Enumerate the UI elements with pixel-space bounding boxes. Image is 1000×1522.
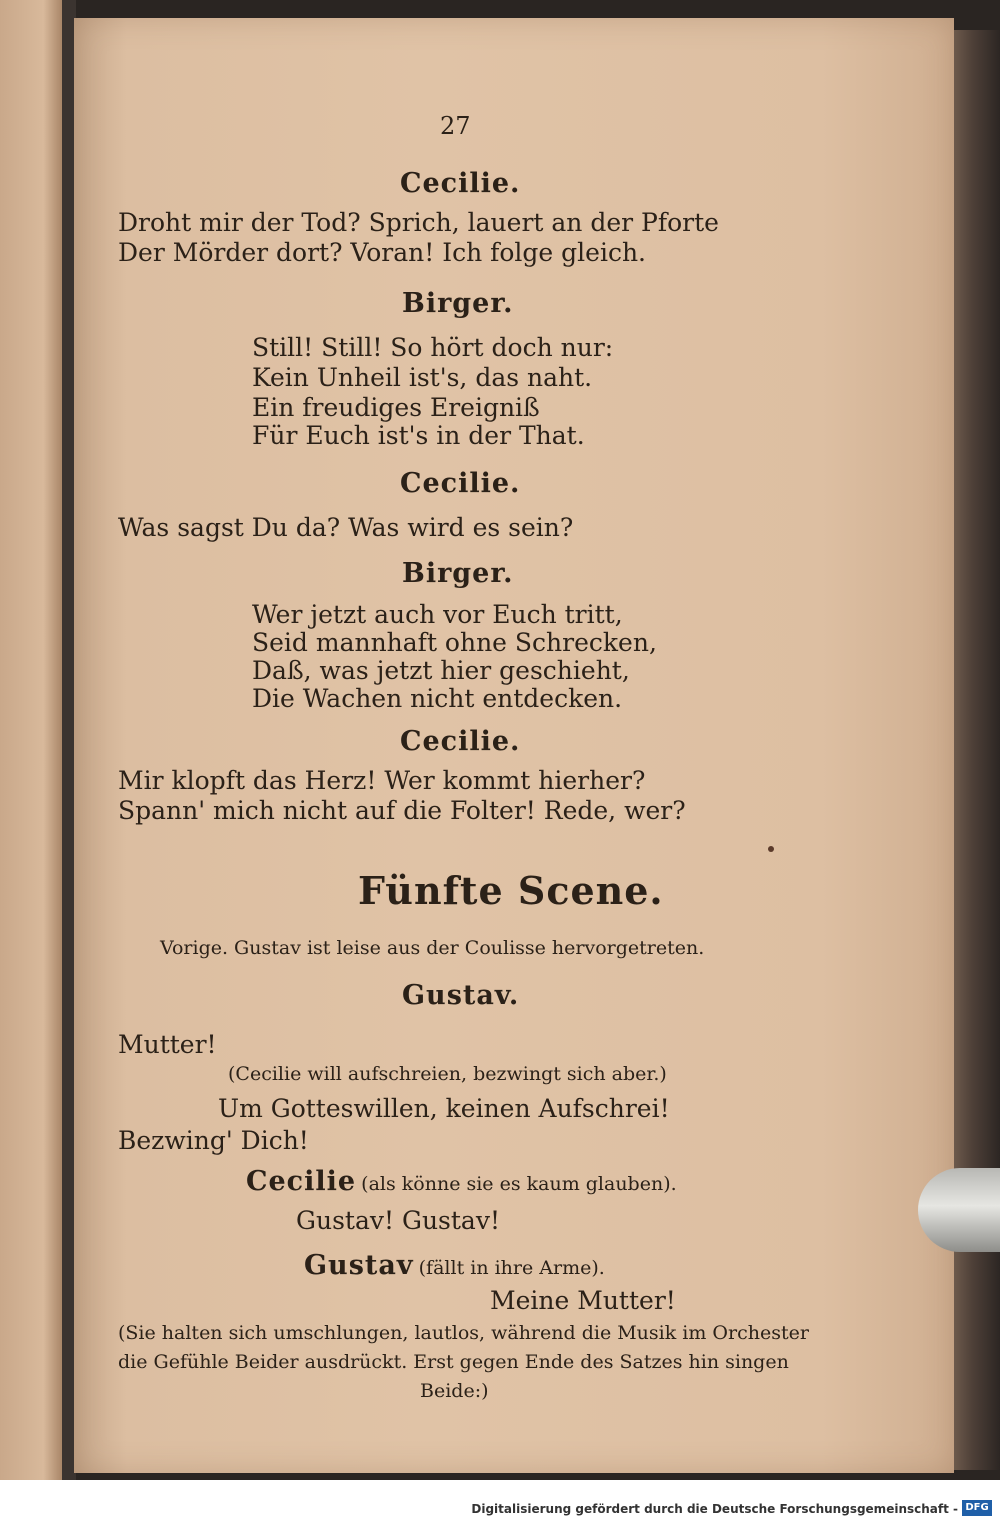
stage-direction: (Cecilie will aufschreien, bezwingt sich aber.) <box>228 1063 667 1085</box>
speaker-line-cecilie <box>246 1166 677 1197</box>
stage-direction: Vorige. Gustav ist leise aus der Coulisse hervorgetreten. <box>160 937 705 959</box>
speaker-cecilie: Cecilie. <box>400 168 521 199</box>
page-clip <box>918 1168 1000 1252</box>
verse-line: Spann' mich nicht auf die Folter! Rede, wer? <box>118 796 686 825</box>
footer-credit: Digitalisierung gefördert durch die Deutsche Forschungsgemeinschaft - <box>471 1502 958 1516</box>
verse-line: Still! Still! So hört doch nur: <box>252 333 614 362</box>
verse-line: Wer jetzt auch vor Euch tritt, <box>252 600 623 629</box>
stage-direction: die Gefühle Beider ausdrückt. Erst gegen Ende des Satzes hin singen <box>118 1351 789 1373</box>
speaker-cecilie: Cecilie. <box>400 726 521 757</box>
verse-line: Kein Unheil ist's, das naht. <box>252 363 593 392</box>
verse-line: Gustav! Gustav! <box>296 1206 500 1235</box>
stage-direction: (fällt in ihre Arme). <box>418 1257 605 1279</box>
verse-line: Um Gotteswillen, keinen Aufschrei! <box>218 1094 670 1123</box>
speaker-cecilie: Cecilie. <box>400 468 521 499</box>
verse-line: Was sagst Du da? Was wird es sein? <box>118 513 574 542</box>
speaker-cecilie: Cecilie <box>246 1166 357 1197</box>
speaker-birger: Birger. <box>402 558 514 589</box>
stage-direction: (als könne sie es kaum glauben). <box>361 1173 677 1195</box>
verse-line: Droht mir der Tod? Sprich, lauert an der Pforte <box>118 208 719 237</box>
ink-speck <box>768 846 774 852</box>
verse-line: Mir klopft das Herz! Wer kommt hierher? <box>118 766 646 795</box>
verse-line: Für Euch ist's in der That. <box>252 421 585 450</box>
verse-line: Daß, was jetzt hier geschieht, <box>252 656 630 685</box>
verse-line: Die Wachen nicht entdecken. <box>252 684 623 713</box>
speaker-gustav: Gustav <box>304 1250 414 1281</box>
left-page-edge <box>0 0 65 1480</box>
verse-line: Der Mörder dort? Voran! Ich folge gleich. <box>118 238 647 267</box>
verse-line: Bezwing' Dich! <box>118 1126 309 1155</box>
dfg-logo: DFG <box>962 1500 992 1516</box>
speaker-line-gustav <box>304 1250 605 1281</box>
right-page-edge <box>954 30 1000 1470</box>
stage-direction: (Sie halten sich umschlungen, lautlos, während die Musik im Orchester <box>118 1322 809 1344</box>
verse-line: Seid mannhaft ohne Schrecken, <box>252 628 657 657</box>
verse-line: Meine Mutter! <box>490 1286 676 1315</box>
scene-heading: Fünfte Scene. <box>358 868 664 913</box>
stage-direction: Beide:) <box>420 1380 489 1402</box>
speaker-gustav: Gustav. <box>402 980 520 1011</box>
speaker-birger: Birger. <box>402 288 514 319</box>
page-number: 27 <box>440 112 471 140</box>
verse-line: Mutter! <box>118 1030 217 1059</box>
verse-line: Ein freudiges Ereigniß <box>252 393 540 422</box>
